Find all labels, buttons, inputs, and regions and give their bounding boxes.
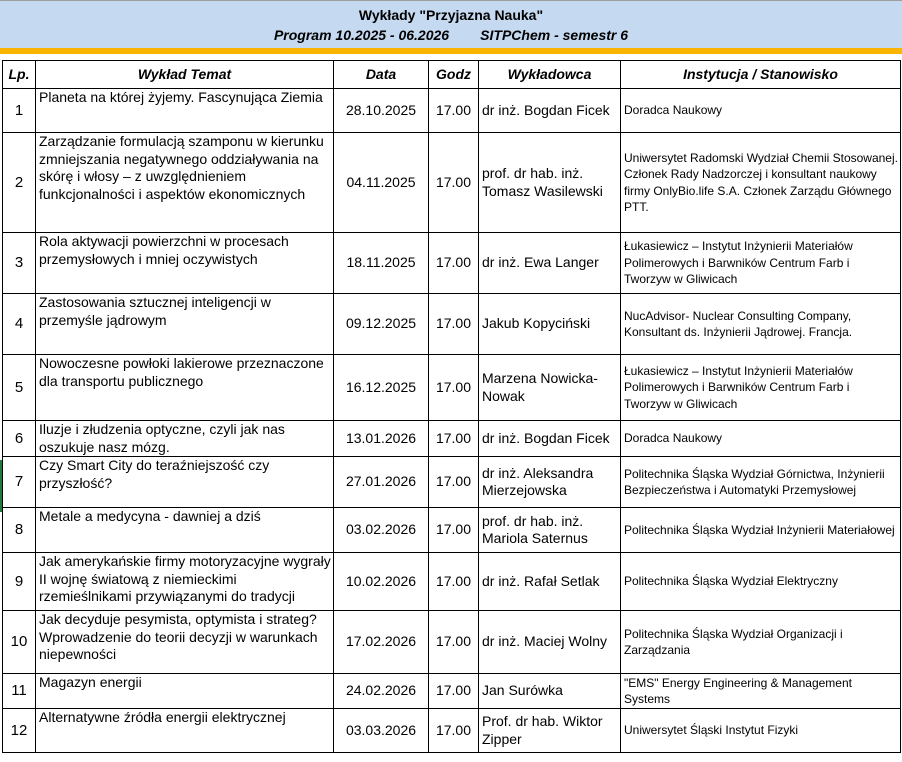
cell-date[interactable]: 28.10.2025 <box>334 89 429 133</box>
table-row <box>3 508 901 553</box>
cell-topic[interactable]: Zarządzanie formulacją szamponu w kierunku zmniejszania negatywnego oddziaływania na skórę i włosy – z uwzględnieniem funkcjonalności i aspektów ekonomicznych <box>36 133 334 233</box>
cell-lecturer[interactable]: dr inż. Aleksandra Mierzejowska <box>479 457 621 508</box>
cell-institution[interactable]: Łukasiewicz – Instytut Inżynierii Materiałów Polimerowych i Barwników Centrum Farb i Tworzyw w Gliwicach <box>621 355 901 421</box>
cell-date[interactable]: 16.12.2025 <box>334 355 429 421</box>
cell-time[interactable]: 17.00 <box>429 355 479 421</box>
col-header-topic[interactable]: Wykład Temat <box>36 61 334 89</box>
cell-date[interactable]: 03.03.2026 <box>334 709 429 753</box>
cell-topic[interactable]: Iluzje i złudzenia optyczne, czyli jak nas oszukuje nasz mózg. <box>36 421 334 457</box>
cell-lecturer[interactable]: Marzena Nowicka-Nowak <box>479 355 621 421</box>
cell-date[interactable]: 17.02.2026 <box>334 611 429 674</box>
col-header-lp[interactable]: Lp. <box>3 61 36 89</box>
cell-institution[interactable]: Doradca Naukowy <box>621 421 901 457</box>
col-header-institution[interactable]: Instytucja / Stanowisko <box>621 61 901 89</box>
table-row <box>3 421 901 457</box>
cell-time[interactable]: 17.00 <box>429 508 479 553</box>
cell-lp[interactable]: 1 <box>3 89 36 133</box>
cell-lecturer[interactable]: Jakub Kopyciński <box>479 294 621 355</box>
page-title: Wykłady "Przyjazna Nauka" <box>358 7 544 23</box>
cell-institution[interactable]: Politechnika Śląska Wydział Elektryczny <box>621 553 901 611</box>
cell-lecturer[interactable]: dr inż. Rafał Setlak <box>479 553 621 611</box>
cell-topic[interactable]: Zastosowania sztucznej inteligencji w przemyśle jądrowym <box>36 294 334 355</box>
cell-lp[interactable]: 8 <box>3 508 36 553</box>
cell-date[interactable]: 04.11.2025 <box>334 133 429 233</box>
cell-lp[interactable]: 11 <box>3 674 36 709</box>
cell-time[interactable]: 17.00 <box>429 133 479 233</box>
table-row <box>3 233 901 294</box>
cell-date[interactable]: 03.02.2026 <box>334 508 429 553</box>
cell-time[interactable]: 17.00 <box>429 611 479 674</box>
cell-lecturer[interactable]: Prof. dr hab. Wiktor Zipper <box>479 709 621 753</box>
cell-time[interactable]: 17.00 <box>429 233 479 294</box>
cell-date[interactable]: 18.11.2025 <box>334 233 429 294</box>
cell-institution[interactable]: Uniwersytet Radomski Wydział Chemii Stosowanej. Członek Rady Nadzorczej i konsultant naukowy firmy OnlyBio.life S.A. Członek Zarządu Głównego PTT. <box>621 133 901 233</box>
table-row <box>3 674 901 709</box>
cell-lecturer[interactable]: dr inż. Bogdan Ficek <box>479 89 621 133</box>
cell-lp[interactable]: 4 <box>3 294 36 355</box>
table-row <box>3 553 901 611</box>
table-row <box>3 611 901 674</box>
cell-lp[interactable]: 6 <box>3 421 36 457</box>
col-header-time[interactable]: Godz <box>429 61 479 89</box>
cell-institution[interactable]: NucAdvisor- Nuclear Consulting Company, Konsultant ds. Inżynierii Jądrowej. Francja. <box>621 294 901 355</box>
cell-topic[interactable]: Nowoczesne powłoki lakierowe przeznaczone dla transportu publicznego <box>36 355 334 421</box>
cell-institution[interactable]: Łukasiewicz – Instytut Inżynierii Materiałów Polimerowych i Barwników Centrum Farb i Tworzyw w Gliwicach <box>621 233 901 294</box>
cell-lecturer[interactable]: Jan Surówka <box>479 674 621 709</box>
cell-time[interactable]: 17.00 <box>429 457 479 508</box>
col-header-lecturer[interactable]: Wykładowca <box>479 61 621 89</box>
cell-time[interactable]: 17.00 <box>429 553 479 611</box>
cell-lecturer[interactable]: dr inż. Maciej Wolny <box>479 611 621 674</box>
cell-institution[interactable]: Politechnika Śląska Wydział Górnictwa, Inżynierii Bezpieczeństwa i Automatyki Przemysłowej <box>621 457 901 508</box>
cell-time[interactable]: 17.00 <box>429 421 479 457</box>
cell-topic[interactable]: Metale a medycyna - dawniej a dziś <box>36 508 334 553</box>
table-row <box>3 89 901 133</box>
cell-institution[interactable]: Uniwersytet Śląski Instytut Fizyki <box>621 709 901 753</box>
cell-lp[interactable]: 9 <box>3 553 36 611</box>
cell-lp[interactable]: 10 <box>3 611 36 674</box>
cell-lecturer[interactable]: prof. dr hab. inż. Tomasz Wasilewski <box>479 133 621 233</box>
table-row <box>3 294 901 355</box>
table-row <box>3 709 901 753</box>
cell-lp[interactable]: 3 <box>3 233 36 294</box>
cell-lp[interactable]: 2 <box>3 133 36 233</box>
table-header-row <box>3 61 901 89</box>
cell-lecturer[interactable]: dr inż. Ewa Langer <box>479 233 621 294</box>
cell-time[interactable]: 17.00 <box>429 674 479 709</box>
cell-topic[interactable]: Planeta na której żyjemy. Fascynująca Ziemia <box>36 89 334 133</box>
cell-lp[interactable]: 5 <box>3 355 36 421</box>
cell-lp[interactable]: 12 <box>3 709 36 753</box>
cell-time[interactable]: 17.00 <box>429 294 479 355</box>
cell-topic[interactable]: Alternatywne źródła energii elektrycznej <box>36 709 334 753</box>
cell-institution[interactable]: "EMS" Energy Engineering & Management Systems <box>621 674 901 709</box>
cell-topic[interactable]: Rola aktywacji powierzchni w procesach przemysłowych i mniej oczywistych <box>36 233 334 294</box>
cell-date[interactable]: 09.12.2025 <box>334 294 429 355</box>
sheet-header <box>0 0 902 48</box>
cell-time[interactable]: 17.00 <box>429 89 479 133</box>
cell-lecturer[interactable]: prof. dr hab. inż. Mariola Saternus <box>479 508 621 553</box>
cell-institution[interactable]: Politechnika Śląska Wydział Inżynierii Materiałowej <box>621 508 901 553</box>
table-row <box>3 457 901 508</box>
cell-topic[interactable]: Jak amerykańskie firmy motoryzacyjne wygrały II wojnę światową z niemieckimi rzemieślnikami przywiązanymi do tradycji <box>36 553 334 611</box>
cell-institution[interactable]: Doradca Naukowy <box>621 89 901 133</box>
cell-topic[interactable]: Jak decyduje pesymista, optymista i strateg? Wprowadzenie do teorii decyzji w warunkach niepewności <box>36 611 334 674</box>
table-row <box>3 355 901 421</box>
cell-date[interactable]: 13.01.2026 <box>334 421 429 457</box>
cell-lp[interactable]: 7 <box>3 457 36 508</box>
cell-date[interactable]: 24.02.2026 <box>334 674 429 709</box>
cell-time[interactable]: 17.00 <box>429 709 479 753</box>
cell-date[interactable]: 27.01.2026 <box>334 457 429 508</box>
table-row <box>3 133 901 233</box>
lecture-table <box>2 60 901 753</box>
cell-date[interactable]: 10.02.2026 <box>334 553 429 611</box>
cell-institution[interactable]: Politechnika Śląska Wydział Organizacji i Zarządzania <box>621 611 901 674</box>
cell-topic[interactable]: Czy Smart City do teraźniejszość czy przyszłość? <box>36 457 334 508</box>
cell-topic[interactable]: Magazyn energii <box>36 674 334 709</box>
page-subtitle: Program 10.2025 - 06.2026 SITPChem - semestr 6 <box>273 27 629 43</box>
cell-lecturer[interactable]: dr inż. Bogdan Ficek <box>479 421 621 457</box>
col-header-date[interactable]: Data <box>334 61 429 89</box>
